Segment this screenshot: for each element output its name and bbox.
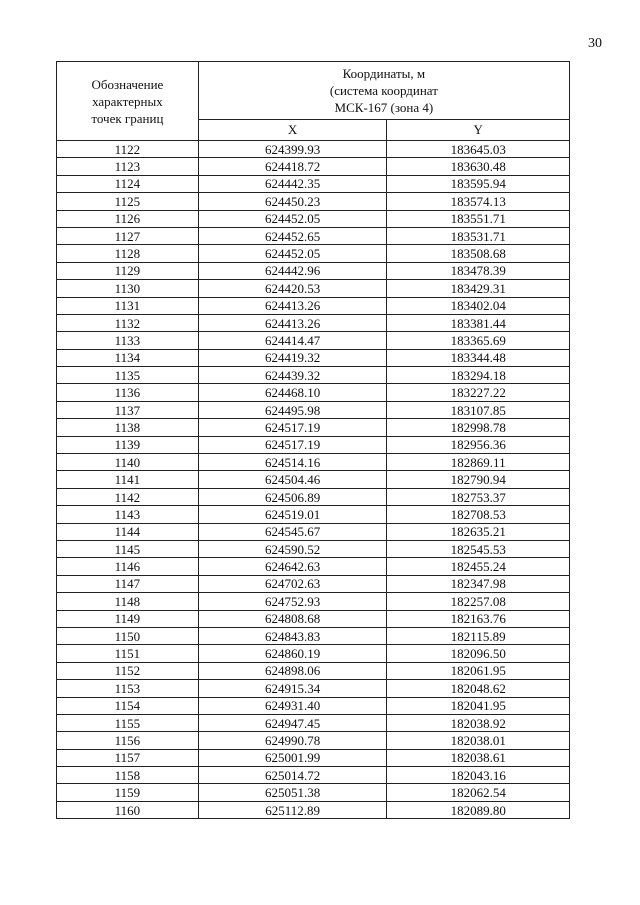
table-row <box>57 801 570 818</box>
point-id-cell: 1145 <box>57 540 199 557</box>
table-row <box>57 784 570 801</box>
table-row <box>57 280 570 297</box>
x-coordinate-cell: 624898.06 <box>198 662 387 679</box>
x-coordinate-cell: 624413.26 <box>198 297 387 314</box>
table-row <box>57 610 570 627</box>
x-coordinate-cell: 625051.38 <box>198 784 387 801</box>
x-coordinate-cell: 624418.72 <box>198 158 387 175</box>
y-coordinate-cell: 183294.18 <box>387 367 570 384</box>
table-row <box>57 680 570 697</box>
table-row <box>57 749 570 766</box>
table-row <box>57 384 570 401</box>
y-coordinate-cell: 183402.04 <box>387 297 570 314</box>
table-row <box>57 193 570 210</box>
point-id-cell: 1143 <box>57 506 199 523</box>
table-row <box>57 436 570 453</box>
x-coordinate-cell: 624808.68 <box>198 610 387 627</box>
point-id-cell: 1125 <box>57 193 199 210</box>
point-id-cell: 1137 <box>57 401 199 418</box>
table-row <box>57 767 570 784</box>
y-coordinate-cell: 182038.92 <box>387 714 570 731</box>
x-coordinate-cell: 624452.05 <box>198 210 387 227</box>
x-coordinate-cell: 624413.26 <box>198 314 387 331</box>
y-coordinate-cell: 182635.21 <box>387 523 570 540</box>
x-coordinate-cell: 624420.53 <box>198 280 387 297</box>
x-coordinate-cell: 624442.96 <box>198 262 387 279</box>
y-coordinate-cell: 182115.89 <box>387 627 570 644</box>
x-coordinate-cell: 625112.89 <box>198 801 387 818</box>
x-coordinate-cell: 625014.72 <box>198 767 387 784</box>
x-coordinate-cell: 624545.67 <box>198 523 387 540</box>
point-id-cell: 1146 <box>57 558 199 575</box>
table-row <box>57 471 570 488</box>
table-row <box>57 714 570 731</box>
point-id-cell: 1129 <box>57 262 199 279</box>
x-coordinate-cell: 625001.99 <box>198 749 387 766</box>
y-coordinate-cell: 182998.78 <box>387 419 570 436</box>
point-id-cell: 1123 <box>57 158 199 175</box>
table-row <box>57 158 570 175</box>
point-id-cell: 1135 <box>57 367 199 384</box>
table-row <box>57 697 570 714</box>
table-row <box>57 506 570 523</box>
point-id-cell: 1131 <box>57 297 199 314</box>
table-row <box>57 210 570 227</box>
x-coordinate-cell: 624506.89 <box>198 488 387 505</box>
y-coordinate-cell: 182062.54 <box>387 784 570 801</box>
point-id-cell: 1130 <box>57 280 199 297</box>
point-id-cell: 1147 <box>57 575 199 592</box>
table-row <box>57 662 570 679</box>
point-id-cell: 1124 <box>57 175 199 192</box>
table-row <box>57 349 570 366</box>
x-coordinate-cell: 624468.10 <box>198 384 387 401</box>
point-id-cell: 1128 <box>57 245 199 262</box>
y-coordinate-cell: 183531.71 <box>387 227 570 244</box>
header-coordinates-label: Координаты, м (система координат МСК-167 (зона 4) <box>198 62 569 120</box>
page-number: 30 <box>588 36 602 51</box>
y-coordinate-cell: 183344.48 <box>387 349 570 366</box>
header-x: X <box>198 120 387 141</box>
x-coordinate-cell: 624642.63 <box>198 558 387 575</box>
point-id-cell: 1153 <box>57 680 199 697</box>
y-coordinate-cell: 182753.37 <box>387 488 570 505</box>
x-coordinate-cell: 624517.19 <box>198 436 387 453</box>
table-row <box>57 314 570 331</box>
y-coordinate-cell: 182869.11 <box>387 454 570 471</box>
y-coordinate-cell: 182956.36 <box>387 436 570 453</box>
table-row <box>57 227 570 244</box>
y-coordinate-cell: 182048.62 <box>387 680 570 697</box>
table-row <box>57 262 570 279</box>
table-row <box>57 558 570 575</box>
point-id-cell: 1126 <box>57 210 199 227</box>
y-coordinate-cell: 182096.50 <box>387 645 570 662</box>
y-coordinate-cell: 183645.03 <box>387 141 570 158</box>
table-row <box>57 488 570 505</box>
table-row <box>57 523 570 540</box>
table-row <box>57 593 570 610</box>
x-coordinate-cell: 624931.40 <box>198 697 387 714</box>
point-id-cell: 1158 <box>57 767 199 784</box>
x-coordinate-cell: 624990.78 <box>198 732 387 749</box>
point-id-cell: 1151 <box>57 645 199 662</box>
point-id-cell: 1134 <box>57 349 199 366</box>
x-coordinate-cell: 624843.83 <box>198 627 387 644</box>
point-id-cell: 1127 <box>57 227 199 244</box>
y-coordinate-cell: 182043.16 <box>387 767 570 784</box>
point-id-cell: 1160 <box>57 801 199 818</box>
x-coordinate-cell: 624752.93 <box>198 593 387 610</box>
y-coordinate-cell: 182061.95 <box>387 662 570 679</box>
y-coordinate-cell: 182163.76 <box>387 610 570 627</box>
table-row <box>57 141 570 158</box>
y-coordinate-cell: 183595.94 <box>387 175 570 192</box>
x-coordinate-cell: 624452.05 <box>198 245 387 262</box>
point-id-cell: 1138 <box>57 419 199 436</box>
point-id-cell: 1150 <box>57 627 199 644</box>
point-id-cell: 1132 <box>57 314 199 331</box>
y-coordinate-cell: 183508.68 <box>387 245 570 262</box>
coordinates-table <box>56 61 570 819</box>
x-coordinate-cell: 624452.65 <box>198 227 387 244</box>
x-coordinate-cell: 624702.63 <box>198 575 387 592</box>
x-coordinate-cell: 624504.46 <box>198 471 387 488</box>
y-coordinate-cell: 182038.01 <box>387 732 570 749</box>
table-row <box>57 575 570 592</box>
x-coordinate-cell: 624442.35 <box>198 175 387 192</box>
x-coordinate-cell: 624399.93 <box>198 141 387 158</box>
x-coordinate-cell: 624439.32 <box>198 367 387 384</box>
header-point-label: Обозначение характерных точек границ <box>57 62 199 141</box>
y-coordinate-cell: 182089.80 <box>387 801 570 818</box>
point-id-cell: 1157 <box>57 749 199 766</box>
y-coordinate-cell: 182038.61 <box>387 749 570 766</box>
point-id-cell: 1155 <box>57 714 199 731</box>
x-coordinate-cell: 624450.23 <box>198 193 387 210</box>
y-coordinate-cell: 183107.85 <box>387 401 570 418</box>
x-coordinate-cell: 624915.34 <box>198 680 387 697</box>
point-id-cell: 1144 <box>57 523 199 540</box>
point-id-cell: 1152 <box>57 662 199 679</box>
point-id-cell: 1148 <box>57 593 199 610</box>
y-coordinate-cell: 182545.53 <box>387 540 570 557</box>
table-row <box>57 175 570 192</box>
point-id-cell: 1122 <box>57 141 199 158</box>
table-body <box>57 141 570 819</box>
point-id-cell: 1154 <box>57 697 199 714</box>
x-coordinate-cell: 624514.16 <box>198 454 387 471</box>
y-coordinate-cell: 182455.24 <box>387 558 570 575</box>
point-id-cell: 1156 <box>57 732 199 749</box>
x-coordinate-cell: 624947.45 <box>198 714 387 731</box>
table-row <box>57 245 570 262</box>
point-id-cell: 1133 <box>57 332 199 349</box>
point-id-cell: 1159 <box>57 784 199 801</box>
header-y: Y <box>387 120 570 141</box>
x-coordinate-cell: 624414.47 <box>198 332 387 349</box>
point-id-cell: 1149 <box>57 610 199 627</box>
table-row <box>57 367 570 384</box>
table-row <box>57 401 570 418</box>
table-row <box>57 332 570 349</box>
point-id-cell: 1139 <box>57 436 199 453</box>
y-coordinate-cell: 183365.69 <box>387 332 570 349</box>
y-coordinate-cell: 183429.31 <box>387 280 570 297</box>
table-row <box>57 540 570 557</box>
y-coordinate-cell: 183574.13 <box>387 193 570 210</box>
table-row <box>57 419 570 436</box>
y-coordinate-cell: 182790.94 <box>387 471 570 488</box>
x-coordinate-cell: 624517.19 <box>198 419 387 436</box>
table-row <box>57 297 570 314</box>
table-row <box>57 627 570 644</box>
x-coordinate-cell: 624860.19 <box>198 645 387 662</box>
table-row <box>57 454 570 471</box>
x-coordinate-cell: 624590.52 <box>198 540 387 557</box>
y-coordinate-cell: 183227.22 <box>387 384 570 401</box>
x-coordinate-cell: 624519.01 <box>198 506 387 523</box>
x-coordinate-cell: 624495.98 <box>198 401 387 418</box>
y-coordinate-cell: 183551.71 <box>387 210 570 227</box>
y-coordinate-cell: 182347.98 <box>387 575 570 592</box>
y-coordinate-cell: 183630.48 <box>387 158 570 175</box>
y-coordinate-cell: 183478.39 <box>387 262 570 279</box>
y-coordinate-cell: 182708.53 <box>387 506 570 523</box>
point-id-cell: 1142 <box>57 488 199 505</box>
point-id-cell: 1136 <box>57 384 199 401</box>
y-coordinate-cell: 182041.95 <box>387 697 570 714</box>
table-row <box>57 645 570 662</box>
table-row <box>57 732 570 749</box>
x-coordinate-cell: 624419.32 <box>198 349 387 366</box>
y-coordinate-cell: 183381.44 <box>387 314 570 331</box>
y-coordinate-cell: 182257.08 <box>387 593 570 610</box>
point-id-cell: 1141 <box>57 471 199 488</box>
point-id-cell: 1140 <box>57 454 199 471</box>
table-header <box>57 62 570 141</box>
